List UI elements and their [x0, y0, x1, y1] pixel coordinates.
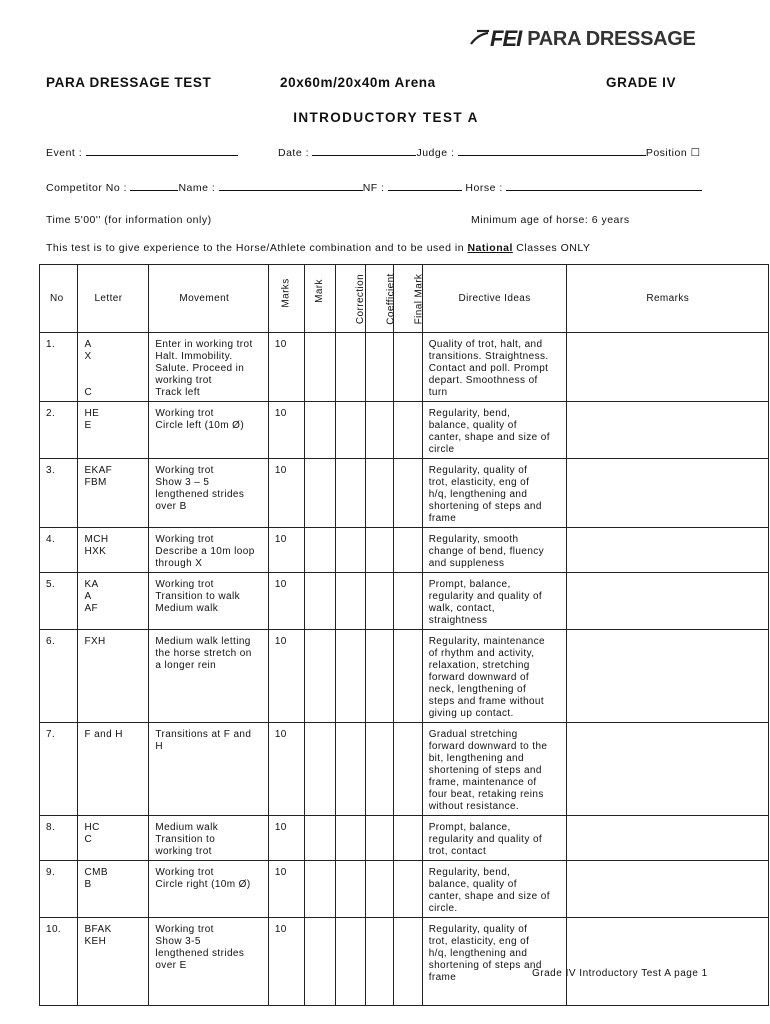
- cell-final-mark-input[interactable]: [394, 723, 422, 816]
- cell-marks: 10: [268, 630, 304, 723]
- cell-mark-input[interactable]: [305, 402, 335, 459]
- cell-letter: HC C: [78, 816, 149, 861]
- table-row: [40, 861, 769, 918]
- cell-no: 9.: [40, 861, 78, 918]
- header-mark: Mark: [305, 265, 335, 333]
- cell-remarks-input[interactable]: [567, 816, 769, 861]
- cell-correction-input[interactable]: [335, 573, 365, 630]
- cell-movement: Transitions at F and H: [149, 723, 268, 816]
- cell-remarks-input[interactable]: [567, 861, 769, 918]
- position-label: Position: [645, 147, 688, 159]
- cell-final-mark-input[interactable]: [394, 528, 422, 573]
- cell-letter: MCH HXK: [78, 528, 149, 573]
- cell-letter: EKAF FBM: [78, 459, 149, 528]
- cell-letter: HE E: [78, 402, 149, 459]
- cell-movement: Medium walk letting the horse stretch on a longer rein: [149, 630, 268, 723]
- header-final-mark: Final Mark: [394, 265, 422, 333]
- judge-field[interactable]: [458, 146, 646, 156]
- cell-correction-input[interactable]: [335, 816, 365, 861]
- cell-marks: 10: [268, 918, 304, 1006]
- cell-no: 2.: [40, 402, 78, 459]
- header-letter: Letter: [78, 265, 149, 333]
- intro-text: This test is to give experience to the Horse/Athlete combination and to be used in National Classes ONLY: [46, 242, 591, 254]
- fei-wordmark: FEI: [490, 26, 522, 51]
- cell-coefficient-input[interactable]: [366, 861, 394, 918]
- cell-mark-input[interactable]: [305, 630, 335, 723]
- cell-letter: BFAK KEH: [78, 918, 149, 1006]
- cell-coefficient-input[interactable]: [366, 630, 394, 723]
- position-checkbox[interactable]: ☐: [690, 147, 701, 159]
- cell-correction-input[interactable]: [335, 861, 365, 918]
- cell-remarks-input[interactable]: [567, 723, 769, 816]
- cell-remarks-input[interactable]: [567, 573, 769, 630]
- horse-label: Horse :: [465, 182, 503, 194]
- cell-coefficient-input[interactable]: [366, 528, 394, 573]
- cell-letter: CMB B: [78, 861, 149, 918]
- cell-movement: Working trot Show 3 – 5 lengthened strides over B: [149, 459, 268, 528]
- cell-movement: Working trot Show 3-5 lengthened strides over E: [149, 918, 268, 1006]
- competitor-row: [46, 181, 702, 194]
- cell-no: 8.: [40, 816, 78, 861]
- name-label: Name :: [178, 182, 216, 194]
- cell-coefficient-input[interactable]: [366, 333, 394, 402]
- cell-correction-input[interactable]: [335, 333, 365, 402]
- cell-correction-input[interactable]: [335, 402, 365, 459]
- cell-no: 10.: [40, 918, 78, 1006]
- page-title: INTRODUCTORY TEST A: [293, 110, 479, 125]
- cell-coefficient-input[interactable]: [366, 459, 394, 528]
- cell-marks: 10: [268, 816, 304, 861]
- header-coefficient: Coefficient: [366, 265, 394, 333]
- header-correction: Correction: [335, 265, 365, 333]
- cell-directive-ideas: Prompt, balance, regularity and quality of trot, contact: [422, 816, 567, 861]
- table-row: [40, 528, 769, 573]
- cell-final-mark-input[interactable]: [394, 402, 422, 459]
- cell-no: 7.: [40, 723, 78, 816]
- cell-directive-ideas: Regularity, quality of trot, elasticity, eng of h/q, lengthening and shortening of steps and frame: [422, 918, 567, 1006]
- cell-mark-input[interactable]: [305, 573, 335, 630]
- cell-no: 1.: [40, 333, 78, 402]
- cell-directive-ideas: Regularity, bend, balance, quality of canter, shape and size of circle: [422, 402, 567, 459]
- arena-heading: 20x60m/20x40m Arena: [280, 75, 436, 90]
- cell-correction-input[interactable]: [335, 723, 365, 816]
- page-footer: Grade IV Introductory Test A page 1: [532, 968, 708, 979]
- cell-directive-ideas: Regularity, bend, balance, quality of canter, shape and size of circle.: [422, 861, 567, 918]
- cell-movement: Working trot Transition to walk Medium walk: [149, 573, 268, 630]
- para-dressage-wordmark: PARA DRESSAGE: [527, 27, 696, 50]
- cell-final-mark-input[interactable]: [394, 918, 422, 1006]
- cell-mark-input[interactable]: [305, 861, 335, 918]
- cell-remarks-input[interactable]: [567, 333, 769, 402]
- cell-final-mark-input[interactable]: [394, 333, 422, 402]
- cell-final-mark-input[interactable]: [394, 459, 422, 528]
- header-directive-ideas: Directive Ideas: [422, 265, 567, 333]
- cell-final-mark-input[interactable]: [394, 573, 422, 630]
- table-header-row: [40, 265, 769, 333]
- nf-label: NF :: [362, 182, 385, 194]
- cell-movement: Working trot Circle right (10m Ø): [149, 861, 268, 918]
- cell-marks: 10: [268, 333, 304, 402]
- cell-correction-input[interactable]: [335, 528, 365, 573]
- cell-mark-input[interactable]: [305, 918, 335, 1006]
- date-judge-fields: [278, 146, 701, 159]
- min-age-info: Minimum age of horse: 6 years: [471, 214, 630, 226]
- table-row: [40, 573, 769, 630]
- cell-marks: 10: [268, 402, 304, 459]
- cell-letter: A X C: [78, 333, 149, 402]
- cell-movement: Working trot Describe a 10m loop through X: [149, 528, 268, 573]
- cell-marks: 10: [268, 528, 304, 573]
- header-movement: Movement: [149, 265, 268, 333]
- cell-marks: 10: [268, 723, 304, 816]
- name-field[interactable]: [219, 181, 363, 191]
- fei-para-dressage-logo: [468, 26, 696, 52]
- cell-marks: 10: [268, 861, 304, 918]
- cell-directive-ideas: Gradual stretching forward downward to the bit, lengthening and shortening of steps and frame, maintenance of four beat, retaking reins without resistance.: [422, 723, 567, 816]
- competitor-label: Competitor No :: [46, 182, 128, 194]
- header-no: No: [40, 265, 78, 333]
- cell-directive-ideas: Regularity, smooth change of bend, fluency and suppleness: [422, 528, 567, 573]
- cell-remarks-input[interactable]: [567, 459, 769, 528]
- test-movements-table: [39, 264, 769, 1006]
- cell-correction-input[interactable]: [335, 630, 365, 723]
- horse-field[interactable]: [506, 181, 702, 191]
- table-row: [40, 459, 769, 528]
- cell-mark-input[interactable]: [305, 333, 335, 402]
- cell-movement: Medium walk Transition to working trot: [149, 816, 268, 861]
- cell-letter: F and H: [78, 723, 149, 816]
- cell-coefficient-input[interactable]: [366, 573, 394, 630]
- cell-directive-ideas: Prompt, balance, regularity and quality of walk, contact, straightness: [422, 573, 567, 630]
- cell-directive-ideas: Regularity, maintenance of rhythm and activity, relaxation, stretching forward downward of neck, lengthening of steps and frame without giving up contact.: [422, 630, 567, 723]
- cell-final-mark-input[interactable]: [394, 630, 422, 723]
- cell-final-mark-input[interactable]: [394, 861, 422, 918]
- time-info: Time 5'00'' (for information only): [46, 214, 212, 226]
- cell-mark-input[interactable]: [305, 723, 335, 816]
- date-field[interactable]: [312, 146, 416, 156]
- cell-remarks-input[interactable]: [567, 402, 769, 459]
- cell-no: 6.: [40, 630, 78, 723]
- cell-coefficient-input[interactable]: [366, 918, 394, 1006]
- national-emphasis: National: [467, 242, 513, 254]
- header-remarks: Remarks: [567, 265, 769, 333]
- cell-remarks-input[interactable]: [567, 528, 769, 573]
- cell-coefficient-input[interactable]: [366, 723, 394, 816]
- grade-heading: GRADE IV: [606, 75, 677, 90]
- cell-directive-ideas: Quality of trot, halt, and transitions. Straightness. Contact and poll. Prompt depart. Smoothness of turn: [422, 333, 567, 402]
- cell-coefficient-input[interactable]: [366, 816, 394, 861]
- cell-letter: KA A AF: [78, 573, 149, 630]
- cell-letter: FXH: [78, 630, 149, 723]
- table-row: [40, 918, 769, 1006]
- cell-movement: Enter in working trot Halt. Immobility. Salute. Proceed in working trot Track left: [149, 333, 268, 402]
- competitor-field[interactable]: [130, 181, 178, 191]
- date-label: Date :: [278, 147, 310, 159]
- cell-final-mark-input[interactable]: [394, 816, 422, 861]
- judge-label: Judge :: [416, 147, 455, 159]
- cell-correction-input[interactable]: [335, 918, 365, 1006]
- cell-mark-input[interactable]: [305, 459, 335, 528]
- cell-remarks-input[interactable]: [567, 918, 769, 1006]
- table-row: [40, 402, 769, 459]
- cell-no: 5.: [40, 573, 78, 630]
- cell-mark-input[interactable]: [305, 816, 335, 861]
- cell-coefficient-input[interactable]: [366, 402, 394, 459]
- table-row: [40, 333, 769, 402]
- cell-correction-input[interactable]: [335, 459, 365, 528]
- header-marks: Marks: [268, 265, 304, 333]
- cell-no: 3.: [40, 459, 78, 528]
- table-row: [40, 630, 769, 723]
- cell-directive-ideas: Regularity, quality of trot, elasticity, eng of h/q, lengthening and shortening of steps and frame: [422, 459, 567, 528]
- cell-marks: 10: [268, 459, 304, 528]
- cell-mark-input[interactable]: [305, 528, 335, 573]
- table-row: [40, 723, 769, 816]
- event-field[interactable]: Event :: [46, 146, 238, 159]
- cell-no: 4.: [40, 528, 78, 573]
- test-type-heading: PARA DRESSAGE TEST: [46, 75, 212, 90]
- cell-marks: 10: [268, 573, 304, 630]
- nf-field[interactable]: [388, 181, 462, 191]
- table-row: [40, 816, 769, 861]
- cell-movement: Working trot Circle left (10m Ø): [149, 402, 268, 459]
- cell-remarks-input[interactable]: [567, 630, 769, 723]
